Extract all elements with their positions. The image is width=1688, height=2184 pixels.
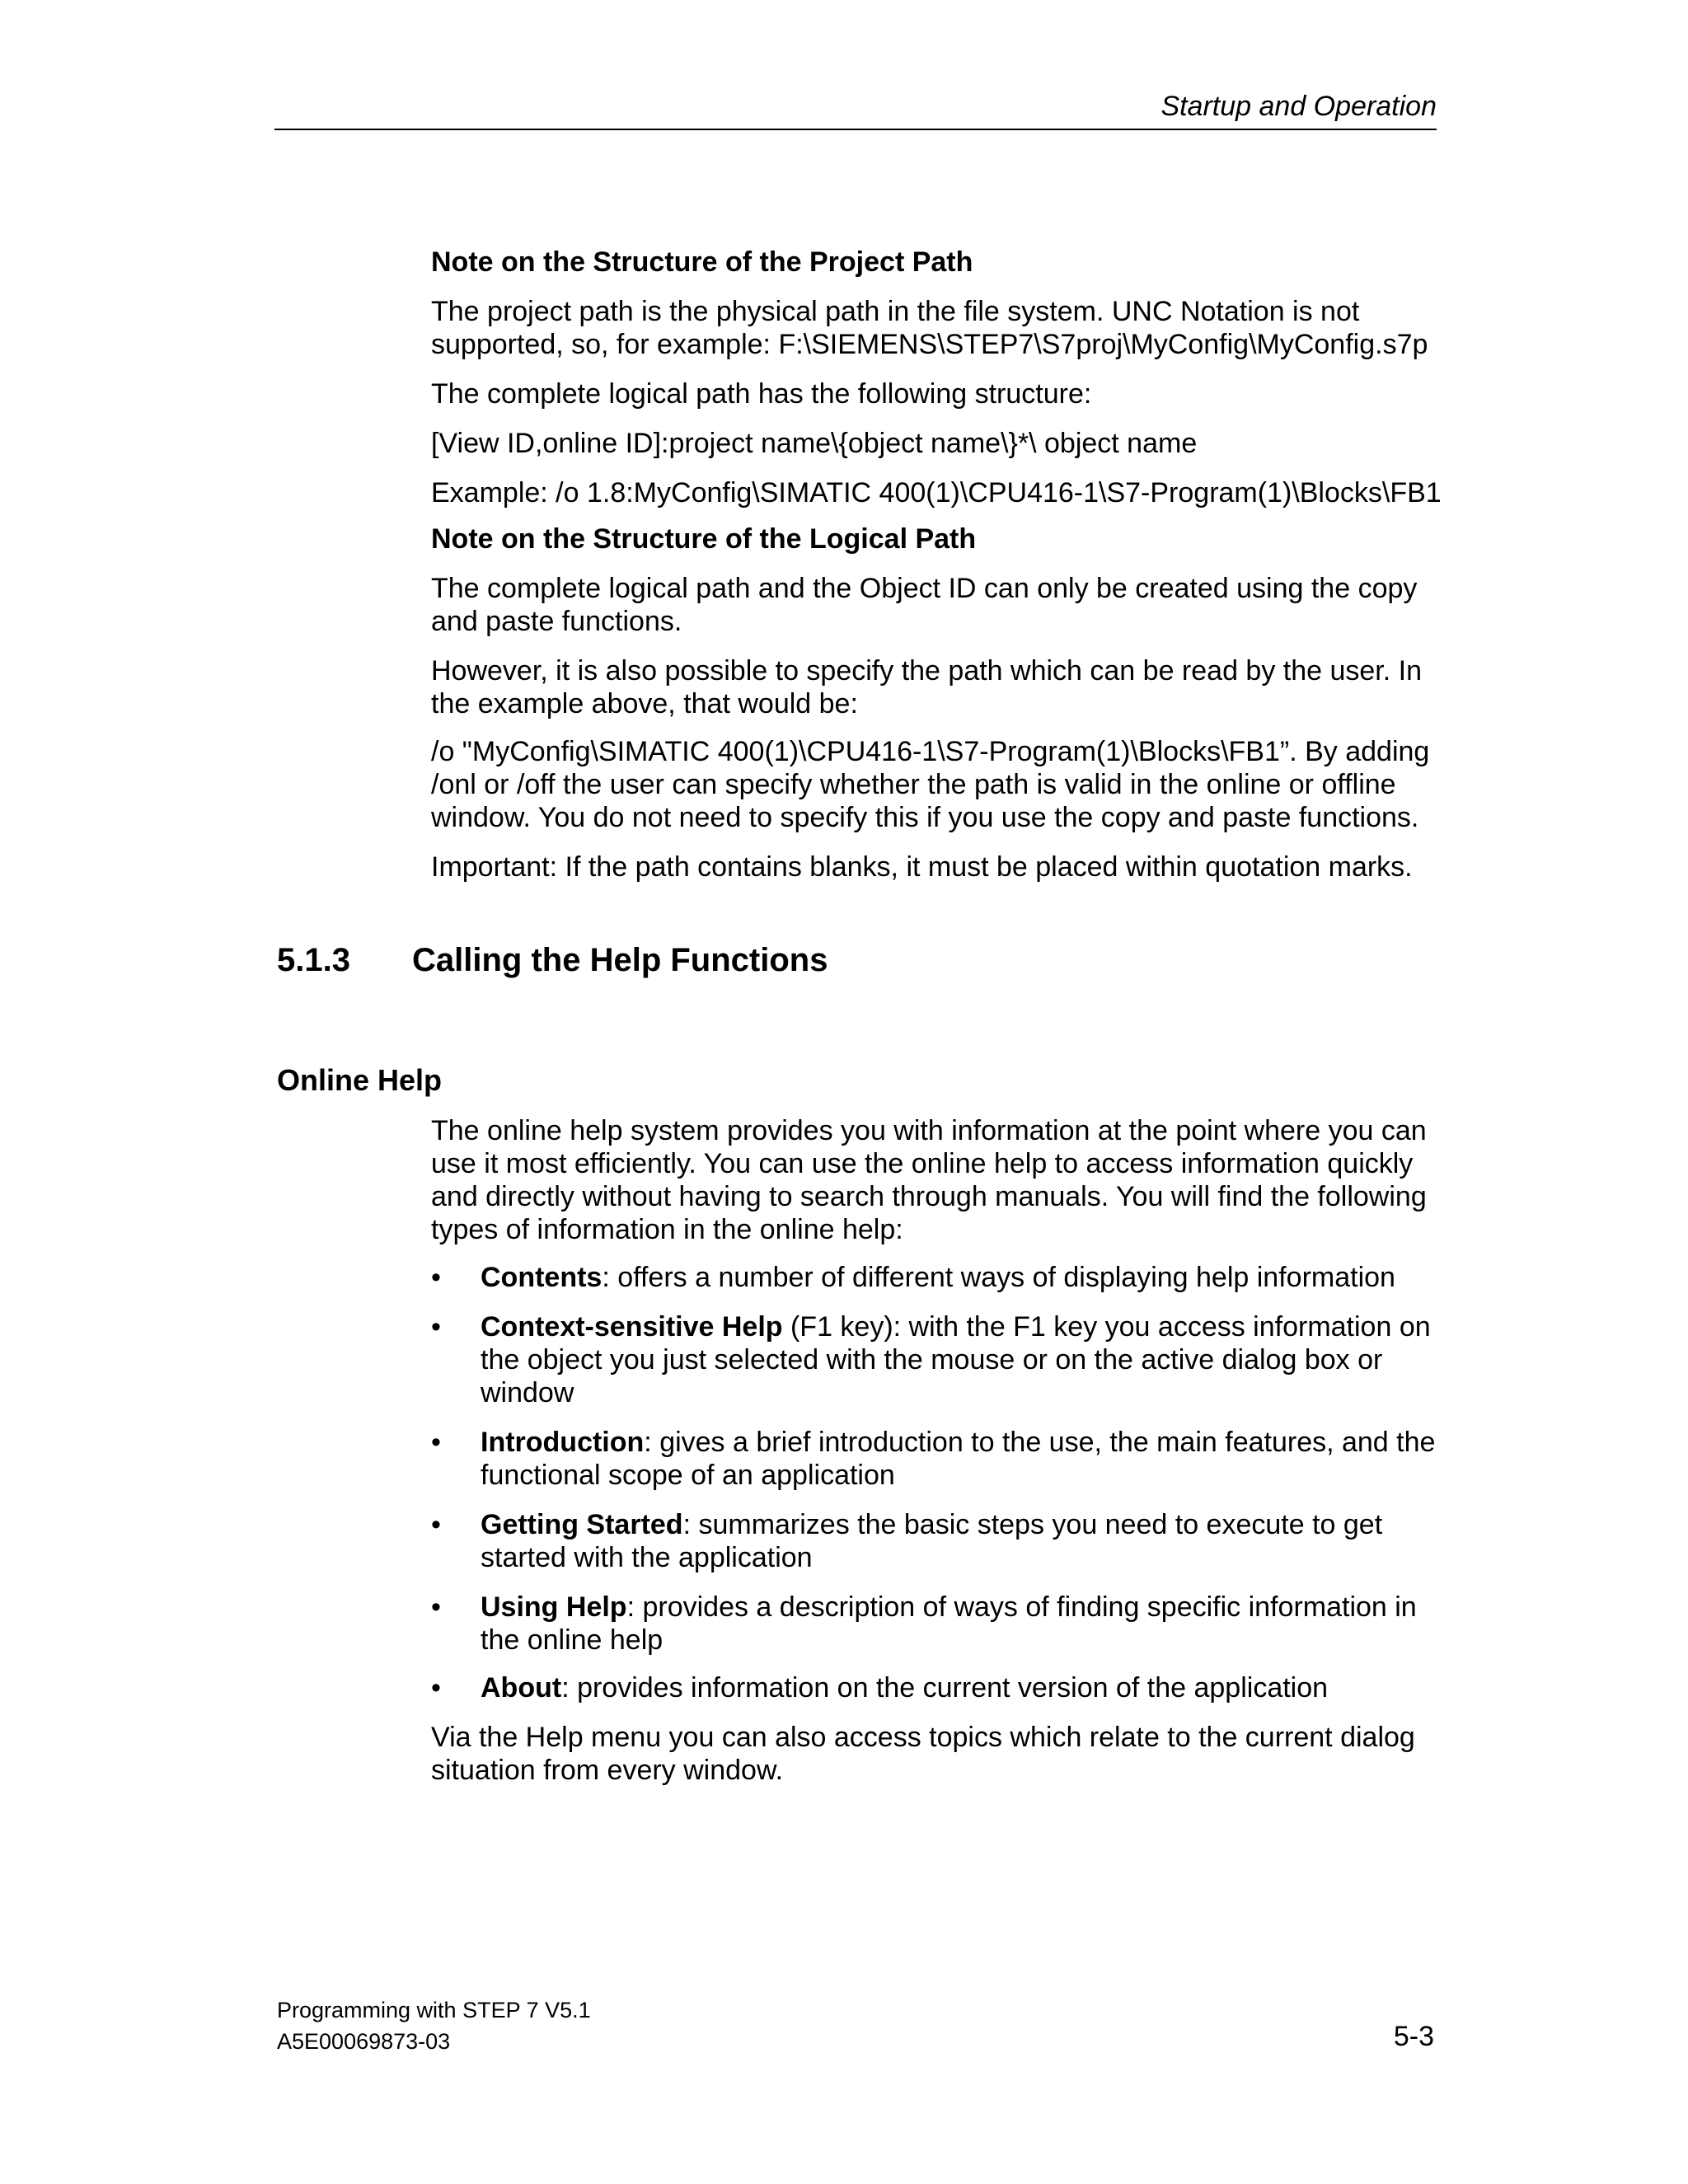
paragraph-logical-path-structure: The complete logical path has the following structure: xyxy=(431,378,1092,410)
online-help-heading: Online Help xyxy=(277,1063,443,1097)
item-term: Using Help xyxy=(481,1591,627,1623)
footer-document-number: A5E00069873-03 xyxy=(277,2029,451,2054)
bullet-icon: • xyxy=(431,1311,441,1343)
paragraph-user-readable: However, it is also possible to specify the path which can be read by the user. In the example above, that would be: xyxy=(431,655,1423,719)
note-logical-path-heading: Note on the Structure of the Logical Path xyxy=(431,523,977,555)
bullet-icon: • xyxy=(431,1427,441,1458)
bullet-icon: • xyxy=(431,1672,441,1704)
header-rule xyxy=(274,129,1437,130)
bullet-icon: • xyxy=(431,1262,441,1293)
bullet-icon: • xyxy=(431,1509,441,1540)
item-term: Introduction xyxy=(481,1427,645,1458)
section-number: 5.1.3 xyxy=(277,942,350,978)
item-text: : provides information on the current version of the application xyxy=(561,1672,1329,1704)
item-text: : offers a number of different ways of displaying help information xyxy=(602,1262,1395,1293)
page-number: 5-3 xyxy=(1393,2021,1434,2052)
running-header: Startup and Operation xyxy=(1160,91,1437,122)
item-text: (F1 key): with the F1 key you access information on the object you just selected with the mouse or on the active dialog box or window xyxy=(481,1311,1431,1408)
paragraph-path-syntax: [View ID,online ID]:project name\{object name\}*\ object name xyxy=(431,428,1198,459)
paragraph-project-path: The project path is the physical path in the file system. UNC Notation is not supported, so, for example: F:\SIEMENS\STEP7\S7proj\MyConfig\MyConfig.s7p xyxy=(431,296,1428,360)
online-help-closing: Via the Help menu you can also access topics which relate to the current dialog situation from every window. xyxy=(431,1722,1415,1786)
paragraph-copy-paste: The complete logical path and the Object ID can only be created using the copy and paste functions. xyxy=(431,573,1418,637)
item-text: : summarizes the basic steps you need to execute to get started with the application xyxy=(481,1509,1383,1573)
online-help-intro: The online help system provides you with information at the point where you can use it most efficiently. You can use the online help to access information quickly and directly without having to search through manuals. You will find the following types of information in the online help: xyxy=(431,1115,1427,1245)
paragraph-blanks: Important: If the path contains blanks, it must be placed within quotation marks. xyxy=(431,851,1413,883)
paragraph-onl-off: /o "MyConfig\SIMATIC 400(1)\CPU416-1\S7-Program(1)\Blocks\FB1”. By adding /onl or /off the user can specify whether the path is valid in the online or offline window. You do not need to specify this if you use the copy and paste functions. xyxy=(431,736,1430,833)
footer-manual-title: Programming with STEP 7 V5.1 xyxy=(277,1998,591,2022)
bullet-icon: • xyxy=(431,1591,441,1623)
note-project-path-heading: Note on the Structure of the Project Path xyxy=(431,246,973,278)
item-term: About xyxy=(481,1672,562,1704)
paragraph-path-example: Example: /o 1.8:MyConfig\SIMATIC 400(1)\CPU416-1\S7-Program(1)\Blocks\FB1 xyxy=(431,477,1442,509)
item-term: Context-sensitive Help xyxy=(481,1311,783,1343)
item-text: : gives a brief introduction to the use, the main features, and the functional scope of an application xyxy=(481,1427,1436,1491)
section-title: Calling the Help Functions xyxy=(412,942,828,978)
item-text: : provides a description of ways of finding specific information in the online help xyxy=(481,1591,1417,1656)
item-term: Contents xyxy=(481,1262,603,1293)
item-term: Getting Started xyxy=(481,1509,683,1540)
